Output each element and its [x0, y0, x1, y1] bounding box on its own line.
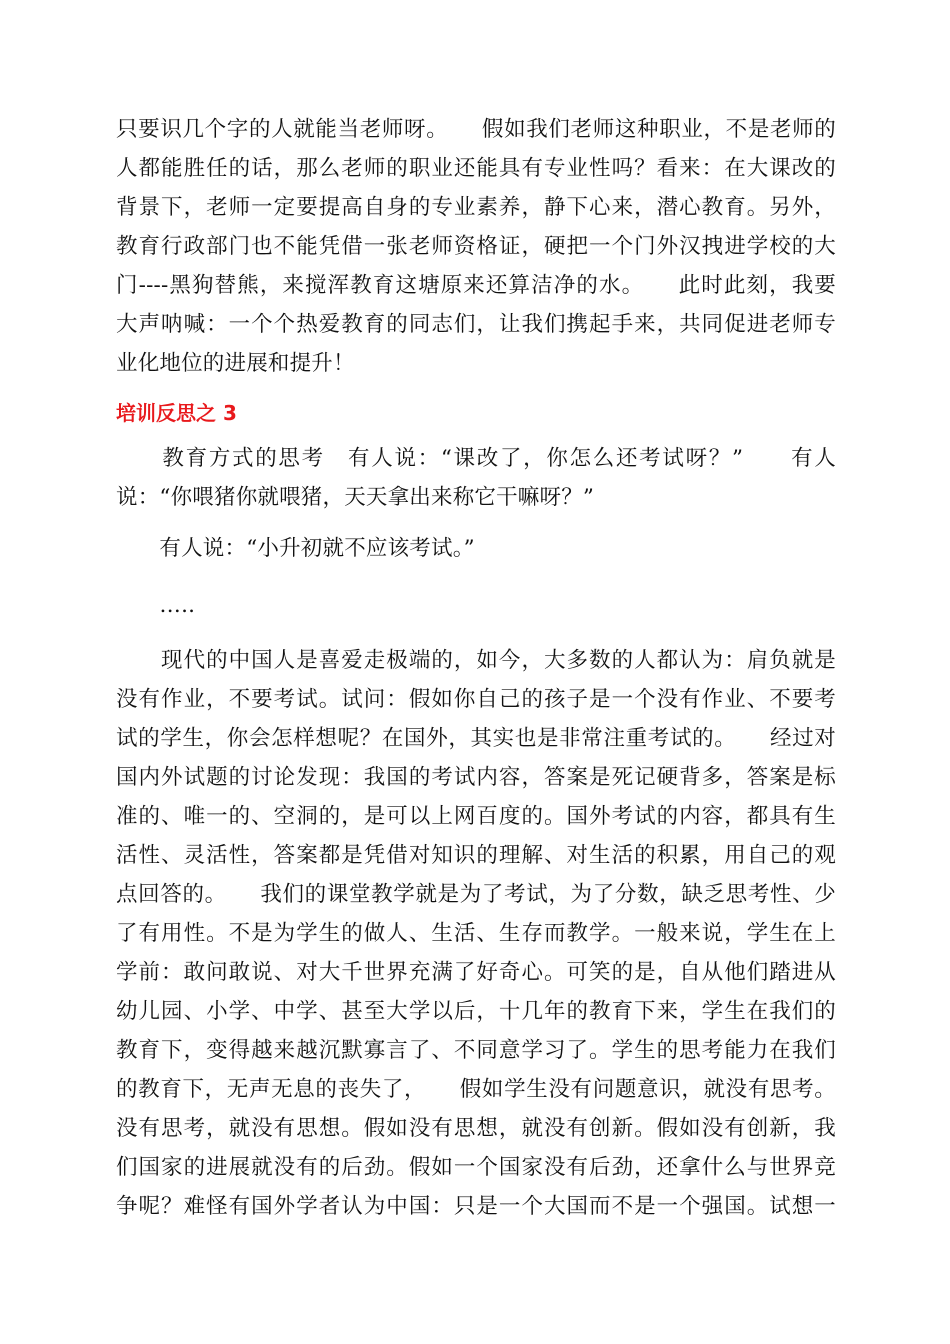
text-line: 只要识几个字的人就能当老师呀。 假如我们老师这种职业，不是老师的 [116, 117, 836, 142]
text-line: 争呢？难怪有国外学者认为中国：只是一个大国而不是一个强国。试想一 [116, 1194, 836, 1219]
paragraph-3 [116, 529, 836, 568]
text-line: 点回答的。 我们的课堂教学就是为了考试，为了分数，缺乏思考性、少 [116, 882, 836, 907]
text-line: 了有用性。不是为学生的做人、生活、生存而教学。一般来说，学生在上 [116, 921, 836, 946]
text-line: 教育方式的思考 有人说：“课改了，你怎么还考试呀？” 有人 [116, 446, 836, 471]
text-line: 没有思考，就没有思想。假如没有思想，就没有创新。假如没有创新，我 [116, 1116, 836, 1141]
text-line: 背景下，老师一定要提高自身的专业素养，静下心来，潜心教育。另外， [116, 195, 836, 220]
text-line: 国内外试题的讨论发现：我国的考试内容，答案是死记硬背多，答案是标 [116, 765, 836, 790]
text-line: 准的、唯一的、空洞的，是可以上网百度的。国外考试的内容，都具有生 [116, 804, 836, 829]
text-line: 学前：敢问敢说、对大千世界充满了好奇心。可笑的是，自从他们踏进从 [116, 960, 836, 985]
text-line: 教育下，变得越来越沉默寡言了、不同意学习了。学生的思考能力在我们 [116, 1038, 836, 1063]
text-line: 们国家的进展就没有的后劲。假如一个国家没有后劲，还拿什么与世界竞 [116, 1155, 836, 1180]
text-line: ….. [116, 593, 196, 618]
text-line: 门----黑狗替熊，来搅浑教育这塘原来还算洁净的水。 此时此刻，我要 [116, 273, 836, 298]
paragraph-4 [116, 586, 836, 625]
text-line: 幼儿园、小学、中学、甚至大学以后，十几年的教育下来，学生在我们的 [116, 999, 836, 1024]
text-line: 没有作业，不要考试。试问：假如你自己的孩子是一个没有作业、不要考 [116, 687, 836, 712]
text-line: 有人说：“小升初就不应该考试。” [116, 536, 475, 561]
paragraph-2 [116, 439, 836, 517]
text-line: 大声呐喊：一个个热爱教育的同志们，让我们携起手来，共同促进老师专 [116, 312, 836, 337]
paragraph-5 [116, 641, 836, 1226]
text-line: 活性、灵活性，答案都是凭借对知识的理解、对生活的积累，用自己的观 [116, 843, 836, 868]
text-line: 人都能胜任的话，那么老师的职业还能具有专业性吗？看来：在大课改的 [116, 156, 836, 181]
text-line: 教育行政部门也不能凭借一张老师资格证，硬把一个门外汉拽进学校的大 [116, 234, 836, 259]
text-line: 说：“你喂猪你就喂猪，天天拿出来称它干嘛呀？” [116, 485, 595, 510]
text-line: 试的学生，你会怎样想呢？在国外，其实也是非常注重考试的。 经过对 [116, 726, 836, 751]
paragraph-1 [116, 110, 836, 383]
section-heading: 培训反思之 3 [116, 401, 237, 425]
text-line: 现代的中国人是喜爱走极端的，如今，大多数的人都认为：肩负就是 [116, 648, 836, 673]
text-line: 的教育下，无声无息的丧失了， 假如学生没有问题意识，就没有思考。 [116, 1077, 836, 1102]
text-line: 业化地位的进展和提升！ [116, 351, 355, 376]
